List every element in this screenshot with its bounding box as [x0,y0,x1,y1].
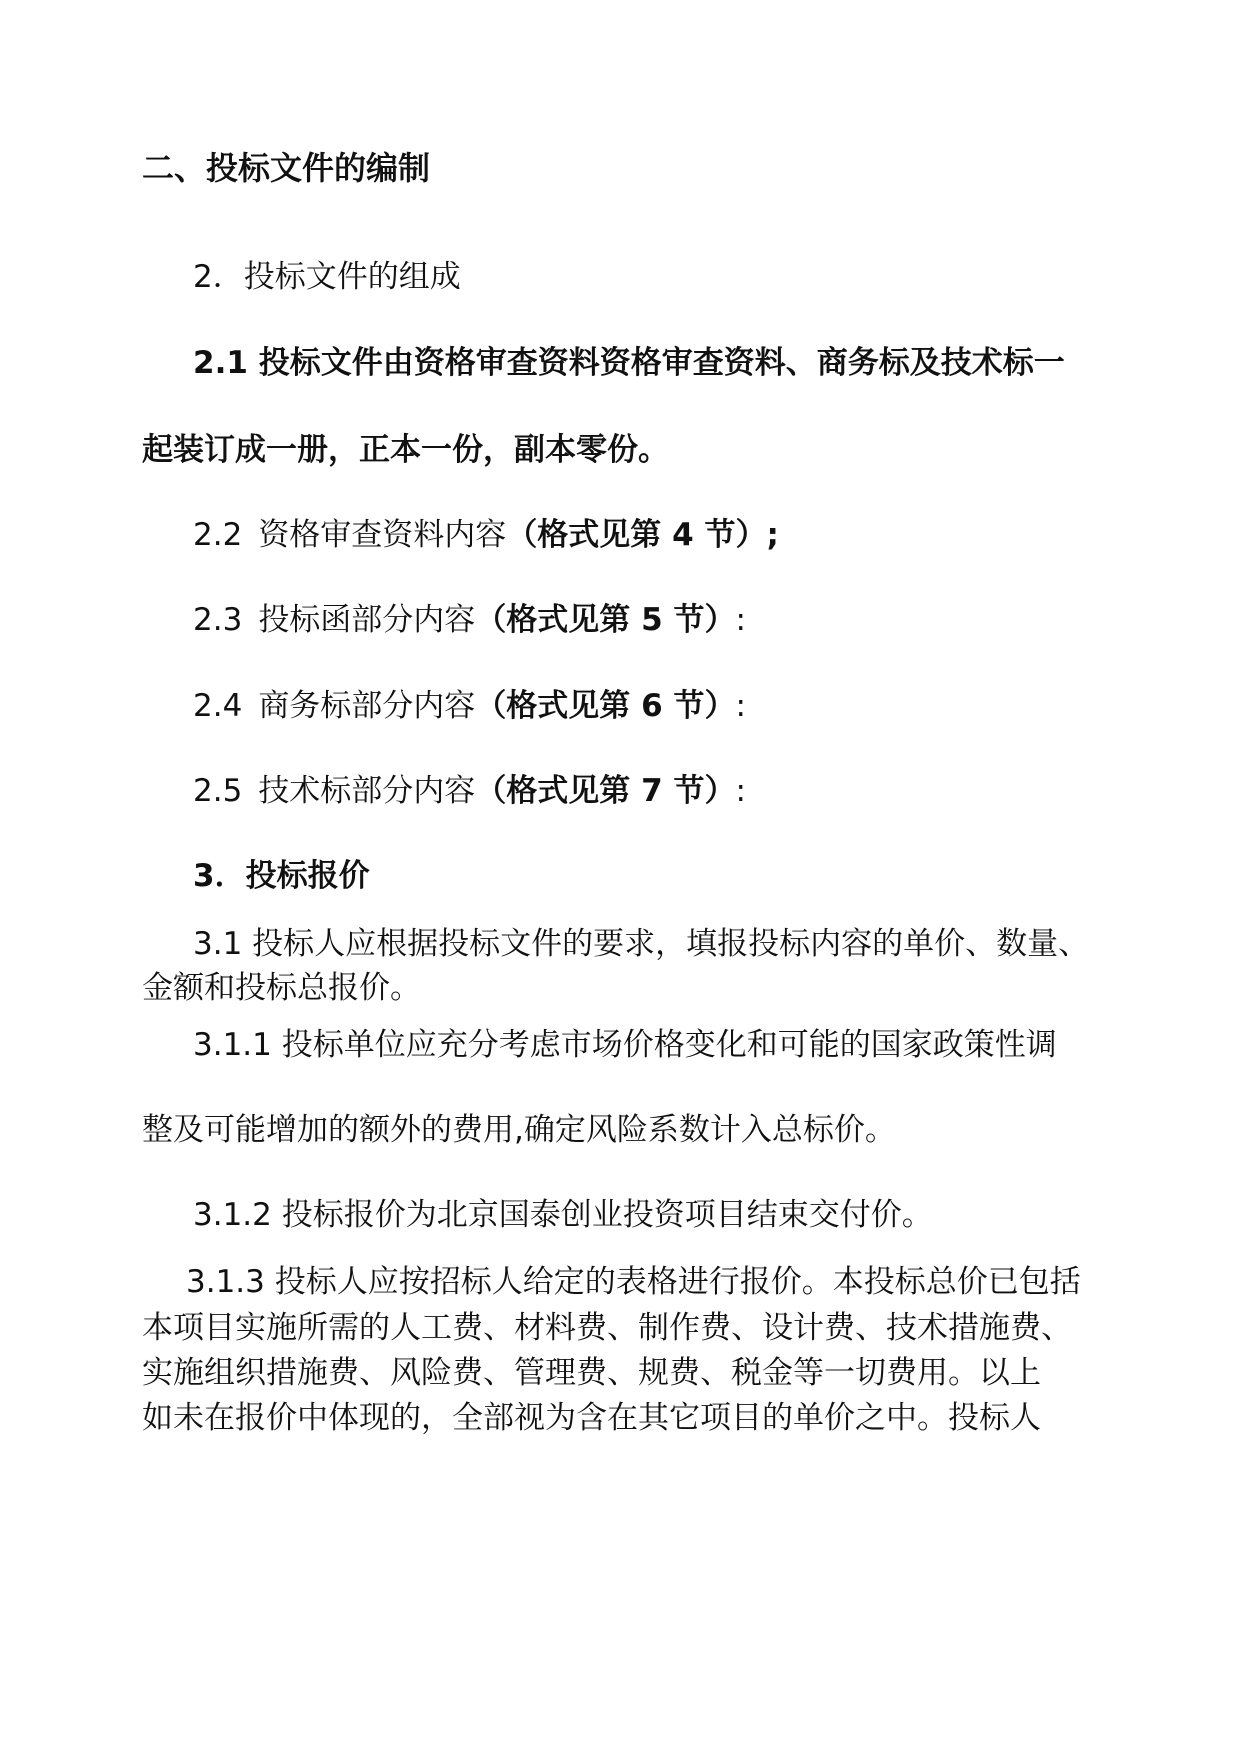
item-3-1-3-line1: 3.1.3 投标人应按招标人给定的表格进行报价。本投标总价已包括 [186,1264,1081,1300]
item-2-4-suffix: : [735,688,746,724]
item-2-3-number: 2.3 [193,602,243,638]
item-2-2-suffix: ; [766,517,779,553]
item-3-1-line2: 金额和投标总报价。 [142,970,421,1006]
section-heading: 二、投标文件的编制 [142,149,431,187]
item-3-1-1-line2: 整及可能增加的额外的费用,确定风险系数计入总标价。 [142,1112,896,1148]
item-3-1-2-line1: 3.1.2 投标报价为北京国泰创业投资项目结束交付价。 [193,1197,933,1233]
item-3-1-1-line1: 3.1.1 投标单位应充分考虑市场价格变化和可能的国家政策性调 [193,1027,1057,1063]
item-3-1-3-line4: 如未在报价中体现的，全部视为含在其它项目的单价之中。投标人 [142,1400,1041,1436]
item-2-3-line [193,600,1173,640]
item-2-1-line2: 起装订成一册，正本一份，副本零份。 [142,432,669,468]
item-3-title: 3．投标报价 [193,858,370,894]
item-3-1-3-line2: 本项目实施所需的人工费、材料费、制作费、设计费、技术措施费、 [142,1310,1072,1346]
item-2-5-text: 技术标部分内容 [258,773,476,809]
item-2-line [193,257,1173,297]
item-2-4-text: 商务标部分内容 [258,688,476,724]
item-2-3-text: 投标函部分内容 [258,602,476,638]
item-2-4-number: 2.4 [193,688,243,724]
item-2-2-line [193,515,1173,555]
item-2-2-number: 2.2 [193,517,243,553]
item-2-5-line [193,771,1173,811]
item-2-3-format: （格式见第 5 节） [475,602,736,638]
item-2-2-format: （格式见第 4 节） [506,517,767,553]
item-2-5-format: （格式见第 7 节） [475,773,736,809]
item-2-3-suffix: : [735,602,746,638]
item-2-5-suffix: : [735,773,746,809]
item-2-number: 2 [193,259,213,295]
item-2-5-number: 2.5 [193,773,243,809]
item-2-title: ．投标文件的组成 [212,259,461,295]
item-2-4-format: （格式见第 6 节） [475,688,736,724]
item-2-2-text: 资格审查资料内容 [258,517,507,553]
item-3-1-3-line3: 实施组织措施费、风险费、管理费、规费、税金等一切费用。以上 [142,1355,1041,1391]
item-2-4-line [193,686,1173,726]
item-3-1-line1: 3.1 投标人应根据投标文件的要求，填报投标内容的单价、数量、 [193,926,1090,962]
item-2-1-line1: 2.1 投标文件由资格审查资料资格审查资料、商务标及技术标一 [193,345,1065,381]
